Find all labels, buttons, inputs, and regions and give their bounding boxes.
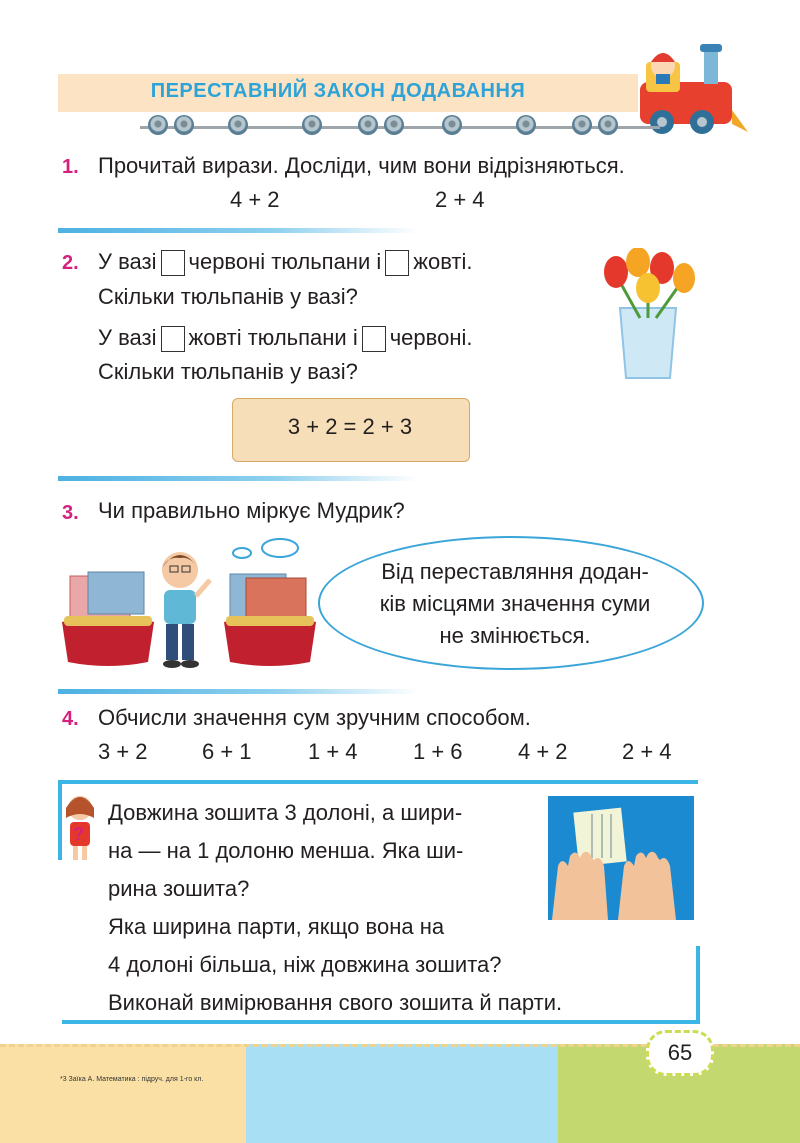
sum-expression: 4 + 2 [518, 739, 568, 764]
puzzle-line: на — на 1 долоню менша. Яка ши- [108, 838, 464, 863]
bubble-line: не змінюється. [439, 623, 591, 648]
expression: 2 + 4 [435, 187, 485, 212]
puzzle-line: Виконай вимірювання свого зошита й парти. [108, 990, 563, 1015]
task-number: 3. [62, 502, 79, 524]
hands-measuring-photo [548, 796, 694, 920]
footer-credit: *3 Заїка А. Математика : підруч. для 1-го кл. [60, 1076, 204, 1083]
puzzle-line: Яка ширина парти, якщо вона на [108, 914, 445, 939]
tulip-vase-illustration [590, 248, 706, 382]
wheel-icon [302, 115, 322, 135]
equation: 3 + 2 = 2 + 3 [287, 414, 413, 439]
wheel-icon [228, 115, 248, 135]
text-fragment: червоні. [389, 325, 473, 350]
text-fragment: червоні тюльпани і [188, 249, 382, 274]
answer-box[interactable] [161, 250, 185, 276]
speech-bubble-text [345, 556, 685, 652]
purse-illustration [220, 570, 320, 670]
sum-expression: 6 + 1 [202, 739, 252, 764]
puzzle-text [108, 794, 562, 1022]
wheel-icon [442, 115, 462, 135]
task-number: 2. [62, 252, 79, 274]
section-divider [58, 228, 418, 233]
page-title: ПЕРЕСТАВНИЙ ЗАКОН ДОДАВАННЯ [150, 80, 526, 102]
wheel-icon [384, 115, 404, 135]
frame-top [58, 780, 698, 784]
task2-line2: Скільки тюльпанів у вазі? [98, 284, 358, 309]
task2-line3 [98, 324, 472, 352]
frame-right [696, 946, 700, 1024]
sum-expression: 3 + 2 [98, 739, 148, 764]
section-divider [58, 689, 418, 694]
train-illustration [632, 36, 752, 136]
text-fragment: жовті. [413, 249, 473, 274]
puzzle-line: рина зошита? [108, 876, 250, 901]
boy-character [150, 546, 216, 670]
text-fragment: У вазі [98, 325, 157, 350]
answer-box[interactable] [362, 326, 386, 352]
task2-line4: Скільки тюльпанів у вазі? [98, 359, 358, 384]
bubble-line: Від переставляння додан- [381, 559, 649, 584]
page-number: 65 [646, 1030, 714, 1076]
wheel-icon [358, 115, 378, 135]
text-fragment: У вазі [98, 249, 157, 274]
task2-line1 [98, 248, 472, 276]
bubble-line: ків місцями значення суми [379, 591, 651, 616]
footer-band-yellow [0, 1044, 246, 1143]
purse-illustration [58, 570, 158, 670]
wheel-icon [148, 115, 168, 135]
puzzle-line: Довжина зошита 3 долоні, а шири- [108, 800, 463, 825]
wheel-icon [174, 115, 194, 135]
task1-text: Прочитай вирази. Досліди, чим вони відрізняються. [98, 153, 625, 178]
section-divider [58, 476, 418, 481]
puzzle-line: 4 долоні більша, ніж довжина зошита? [108, 952, 502, 977]
sum-expression: 1 + 4 [308, 739, 358, 764]
wheel-icon [598, 115, 618, 135]
sum-expression: 1 + 6 [413, 739, 463, 764]
wheel-icon [516, 115, 536, 135]
question-girl-icon [62, 792, 98, 862]
footer-band-blue [246, 1044, 558, 1143]
sum-expression: 2 + 4 [622, 739, 672, 764]
task3-text: Чи правильно міркує Мудрик? [98, 498, 405, 523]
answer-box[interactable] [161, 326, 185, 352]
wheel-icon [572, 115, 592, 135]
task4-text: Обчисли значення сум зручним способом. [98, 705, 531, 730]
answer-box[interactable] [385, 250, 409, 276]
task-number: 1. [62, 156, 79, 178]
svg-text:?: ? [73, 824, 84, 844]
expression: 4 + 2 [230, 187, 280, 212]
text-fragment: жовті тюльпани і [188, 325, 358, 350]
thought-bubbles [230, 536, 302, 562]
task-number: 4. [62, 708, 79, 730]
